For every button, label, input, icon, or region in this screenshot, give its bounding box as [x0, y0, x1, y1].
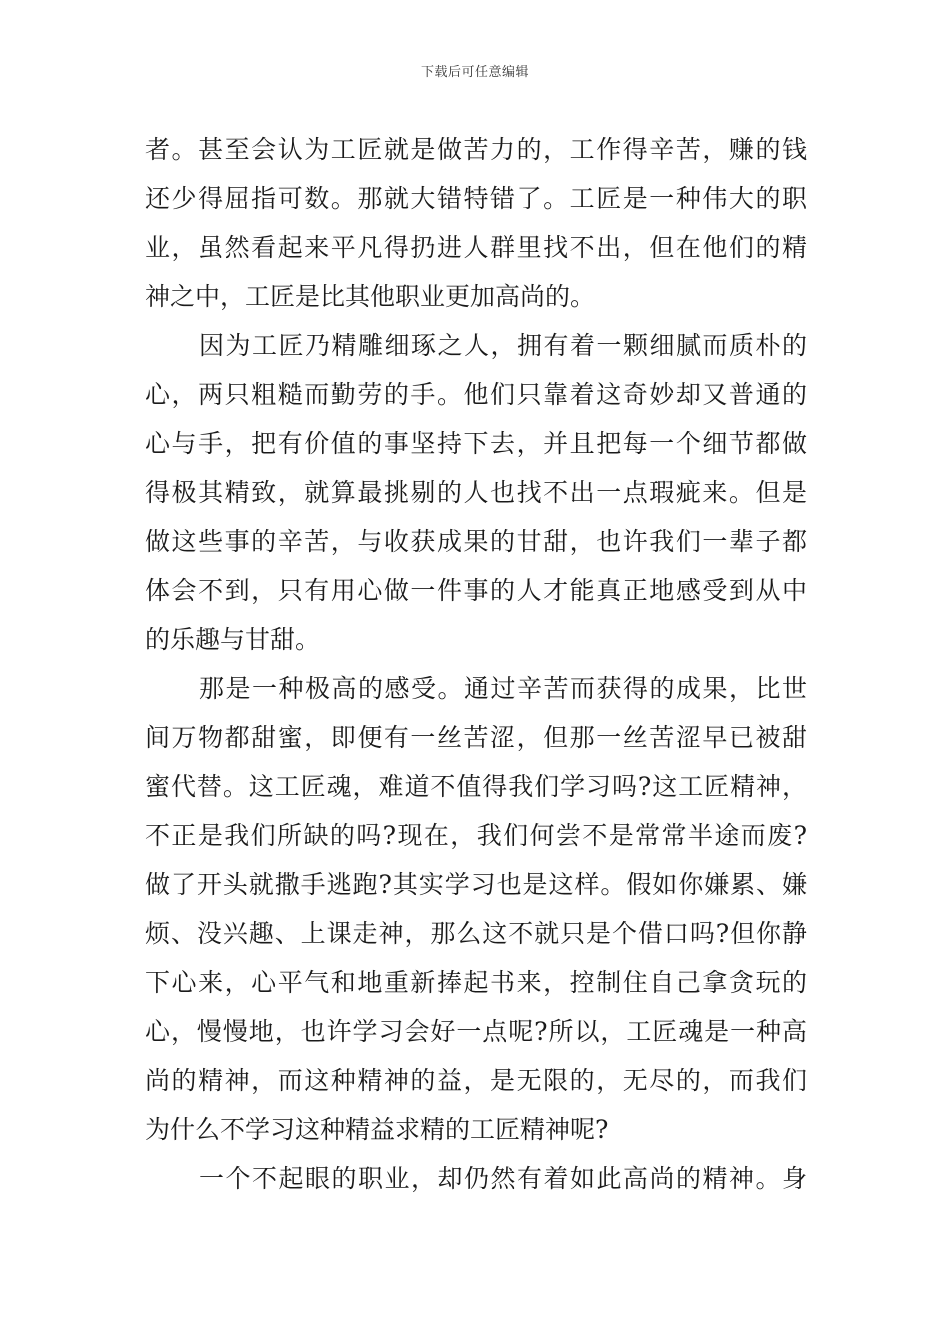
page-header: 下载后可任意编辑 — [420, 65, 529, 80]
text-line: 一个不起眼的职业，却仍然有着如此高尚的精神。身 — [199, 1164, 807, 1193]
text-line: 间万物都甜蜜，即便有一丝苦涩，但那一丝苦涩早已被甜 — [145, 723, 807, 752]
text-line: 做这些事的辛苦，与收获成果的甘甜，也许我们一辈子都 — [145, 527, 807, 556]
text-line: 还少得屈指可数。那就大错特错了。工匠是一种伟大的职 — [145, 184, 807, 213]
document-body — [145, 125, 807, 1203]
text-line: 心，慢慢地，也许学习会好一点呢?所以，工匠魂是一种高 — [145, 1017, 807, 1046]
text-line: 蜜代替。这工匠魂，难道不值得我们学习吗?这工匠精神， — [145, 772, 807, 801]
text-line: 者。甚至会认为工匠就是做苦力的，工作得辛苦，赚的钱 — [145, 135, 807, 164]
text-line: 做了开头就撒手逃跑?其实学习也是这样。假如你嫌累、嫌 — [145, 870, 807, 899]
paragraph-3 — [145, 664, 807, 1154]
paragraph-1 — [145, 125, 807, 321]
text-line: 不正是我们所缺的吗?现在，我们何尝不是常常半途而废? — [145, 821, 807, 850]
text-line: 为什么不学习这种精益求精的工匠精神呢? — [145, 1115, 609, 1144]
text-line: 心与手，把有价值的事坚持下去，并且把每一个细节都做 — [145, 429, 807, 458]
text-line: 烦、没兴趣、上课走神，那么这不就只是个借口吗?但你静 — [145, 919, 807, 948]
text-line: 体会不到，只有用心做一件事的人才能真正地感受到从中 — [145, 576, 807, 605]
text-line: 下心来，心平气和地重新捧起书来，控制住自己拿贪玩的 — [145, 968, 807, 997]
paragraph-4 — [145, 1154, 807, 1203]
text-line: 那是一种极高的感受。通过辛苦而获得的成果，比世 — [199, 674, 807, 703]
text-line: 业，虽然看起来平凡得扔进人群里找不出，但在他们的精 — [145, 233, 807, 262]
text-line: 因为工匠乃精雕细琢之人，拥有着一颗细腻而质朴的 — [199, 331, 807, 360]
paragraph-2 — [145, 321, 807, 664]
text-line: 神之中，工匠是比其他职业更加高尚的。 — [145, 282, 596, 311]
text-line: 尚的精神，而这种精神的益，是无限的，无尽的，而我们 — [145, 1066, 807, 1095]
text-line: 心，两只粗糙而勤劳的手。他们只靠着这奇妙却又普通的 — [145, 380, 807, 409]
text-line: 得极其精致，就算最挑剔的人也找不出一点瑕疵来。但是 — [145, 478, 807, 507]
text-line: 的乐趣与甘甜。 — [145, 625, 321, 654]
